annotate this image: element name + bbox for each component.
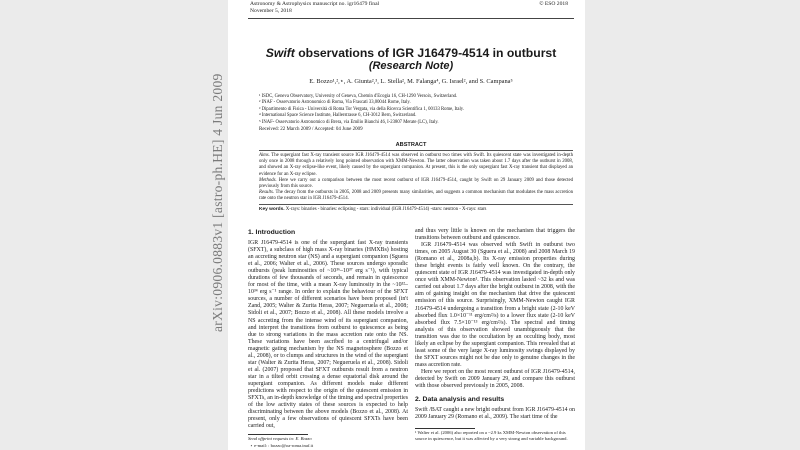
footnote-email: ⋆ e-mail: : bozzo@oa-roma.inaf.it: [250, 443, 314, 448]
methods-text: Here we carry out a comparison between the most recent outburst of IGR J16479-4514, caught by Swift on 29 January 2009 and those detected previously from this source.: [259, 178, 573, 190]
affiliation: ² INAF - Osservatorio Astronomico di Roma, Via Frascati 33,00044 Rome, Italy.: [259, 100, 411, 106]
running-header-copyright: © ESO 2018: [539, 1, 568, 7]
section-data-analysis-heading: 2. Data analysis and results: [415, 396, 505, 403]
paragraph: Here we report on the most recent outburst of IGR J16479-4514, detected by Swift on 2009 January 29, and compare this outburst with those observed previously in 2005, 2008.: [415, 368, 575, 390]
abstract-methods: [259, 178, 573, 190]
abstract-bottom-rule: [259, 204, 573, 205]
abstract-top-rule: [259, 150, 573, 151]
affiliation: ⁴ International Space Science Institute, Hallerstrasse 6, CH-3012 Bern, Switzerland.: [259, 113, 417, 119]
paragraph: Swift /BAT caught a new bright outburst from IGR J16479-4514 on 2009 January 29 (Romano et al., 2009). The start time of the: [415, 407, 575, 421]
keywords: [259, 207, 573, 212]
affiliations: [259, 94, 464, 126]
abstract-aims: [259, 153, 573, 178]
viewer-margin-left: [0, 0, 228, 450]
paper-title: [248, 46, 574, 60]
aims-label: Aims.: [259, 153, 270, 158]
viewer-margin-right: [585, 0, 800, 450]
section-2-text: [415, 407, 575, 421]
results-label: Results.: [259, 190, 275, 195]
affiliation: ⁵ INAF- Osservatorio Astronomico di Brera, via Emilio Bianchi 46, I-23807 Merate (LC), Italy.: [259, 119, 439, 125]
paragraph: and thus very little is known on the mechanism that triggers the transitions between outburst and quiescence.: [415, 228, 575, 242]
author-list: E. Bozzo¹,²,⋆, A. Giunta²,³, L. Stella², M. Falanga⁴, G. Israel², and S. Campana⁵: [309, 78, 513, 85]
affiliation: ¹ ISDC, Geneva Observatory, University of Geneva, Chemin d'Ecogia 16, CH-1290 Versoix, Switzerland.: [259, 94, 458, 99]
paragraph: IGR J16479-4514 was observed with Swift in outburst two times, on 2005 August 30 (Sguera et al., 2008) and 2008 March 19 (Romano et al., 2008a,b). Its X-ray emission properties during these bright events is fairly well known. On the contrary, the quiescent state of IGR J16479-4514 was investigated in-depth only once with XMM-Newton¹. This observation lasted ~32 ks and was carried out about 1.7 days after the bright outburst in 2008, with the aim of gaining insight on the mechanism that drive the quiescent emission of this source. Surprisingly, XMM-Newton caught IGR J16479-4514 undergoing a transition from a bright state (2-10 keV absorbed flux 1.0×10⁻¹¹ erg/cm²/s) to a lower flux state (2-10 keV absorbed flux 7.5×10⁻¹³ erg/cm²/s). The spectral and timing analysis of this observation showed unambiguously that the transition was due to the occultation by an occulting body, most likely an eclipse by the supergiant companion. This revealed that at least some of the very large X-ray luminosity swings displayed by the SFXT sources might not be due only to genuine changes in the mass accretion rate.: [415, 242, 575, 368]
left-column-text: [248, 240, 408, 430]
paragraph: IGR J16479-4514 is one of the supergiant fast X-ray transients (SFXT), a subclass of high mass X-ray binaries (HMXBs) hosting an accreting neutron star (NS) and a supergiant companion (Sguera et al., 2006; Walter et al., 2006). These sources undergo sporadic outbursts (peak luminosities of ~10³⁶–10³⁷ erg s⁻¹), with typical durations of few thousands of seconds, and remain in quiescence for most of the time, with a mean X-ray luminosity in the ~10³²–10³⁴ erg s⁻¹ range. In order to explain the behaviour of the SFXT sources, a number of different scenarios have been proposed (in't Zand, 2005; Walter & Zurita Heras, 2007; Negueruela et al., 2008; Sidoli et al., 2007; Bozzo et al., 2008). All these models involve a NS accreting from the intense wind of its supergiant companion, and interpret the transitions from outburst to quiescence as being due to strong variations in the mass accretion rate onto the NS. These variations have been ascribed to a centrifugal and/or magnetic gating mechanism by the NS magnetosphere (Bozzo et al., 2008), or to clumps and structures in the wind of the supergiant star (Walter & Zurita Heras, 2007; Negueruela et al., 2008). Sidoli et al. (2007) proposed that SFXT outbursts result from a neutron star in a tilted orbit crossing a dense equatorial disk around the supergiant companion. As different models make different predictions with respect to the origin of the quiescent emission in SFXTs, an in-depth knowledge of the timing and spectral properties of the low activity states of these sources is expected to help discriminating between the above models (Bozzo et al., 2008). At present, only a few observations of quiescent SFXTs have been carried out,: [248, 240, 408, 430]
section-introduction-heading: 1. Introduction: [248, 229, 296, 236]
header-rule: [248, 18, 574, 19]
methods-label: Methods.: [259, 178, 277, 183]
right-column-text: [415, 228, 575, 390]
arxiv-stamp-text: arXiv:0906.0883v1 [astro-ph.HE] 4 Jun 2009: [210, 73, 225, 332]
title-rest: observations of IGR J16479-4514 in outburst: [294, 46, 557, 60]
received-dates: Received: 22 March 2009 / Accepted: 04 June 2009: [259, 127, 363, 132]
footnote-walter: ¹ Walter et al. (2006) also reported on a ~2.9 ks XMM-Newton observation of this source in quiescence, but it was affected by a very strong and variable background.: [415, 430, 568, 441]
keywords-label: Key words.: [259, 207, 285, 212]
aims-text: The supergiant fast X-ray transient source IGR J16479-4514 was observed in outburst two times with Swift. Its quiescent state was investigated in-depth only once in 2008 through a relatively long pointed observation with XMM-Newton. The latter observation was taken about 1.7 days after the outburst in 2008, and showed an X-ray eclipse-like event, likely caused by the supergiant companion. At present, this is the only supergiant fast X-ray transient that displayed an evidence for an X-ray eclipse.: [259, 153, 573, 177]
running-header-date: November 5, 2018: [250, 8, 292, 14]
title-italic: Swift: [265, 46, 295, 60]
footnote-rule-right: [415, 428, 475, 429]
keywords-text: X-rays: binaries - binaries: eclipsing - stars: individual (IGR J16479-4514) -stars: neutron - X-rays: stars: [284, 207, 487, 212]
paper-subtitle: (Research Note): [368, 60, 454, 72]
abstract-results: [259, 190, 573, 202]
footnote-rule-left: [248, 434, 308, 435]
arxiv-stamp: [210, 73, 225, 332]
abstract-heading: ABSTRACT: [395, 142, 427, 148]
affiliation: ³ Dipartimento di Fisica - Università di Roma Tor Vergata, via della Ricerca Scientifica 1, 00133 Rome, Italy.: [259, 106, 465, 112]
results-text: The decay from the outbursts in 2005, 2008 and 2009 presents many similarities, and suggests a common mechanism that modulates the mass accretion rate onto the neutron star in IGR J16479-4514.: [259, 190, 573, 202]
footnote-offprint: Send offprint requests to: E. Bozzo: [248, 436, 312, 441]
running-header-journal: Astronomy & Astrophysics manuscript no. igr16479 final: [250, 1, 380, 7]
